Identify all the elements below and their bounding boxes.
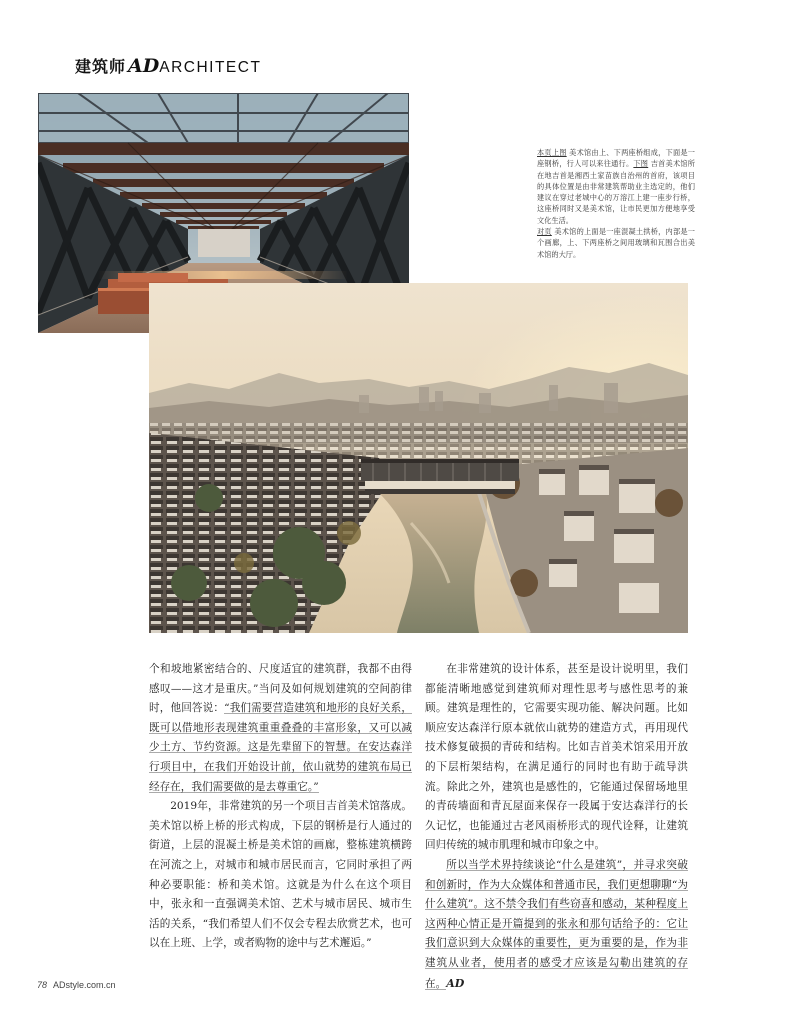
body-column-left [149, 660, 412, 954]
masthead-title-cn: 建筑师 [75, 57, 127, 76]
town-bridge-aerial-photo [149, 283, 688, 633]
body-paragraph [149, 660, 412, 797]
highlighted-text: 所以当学术界持续谈论“什么是建筑”，并寻求突破和创新时，作为大众媒体和普通市民，我们更想聊聊“为什么建筑”。这不禁令我们有些窃喜和感动，某种程度上这两种心情正是开篇提到的张永和那句话给予的：它让我们意识到大众媒体的重要性，更为重要的是，作为非建筑从业者，使用者的感受才应该是勾勒出建筑的存在。 [425, 858, 688, 990]
masthead-title-en: ARCHITECT [159, 59, 262, 76]
ad-logo: AD [128, 55, 160, 77]
caption-label: 下图 [633, 159, 649, 169]
caption-text: 美术馆由上、下两座桥组成，下面是一座钢桥，行人可以来往通行。 [537, 148, 695, 169]
body-column-right [425, 660, 688, 994]
photo-caption [537, 147, 695, 260]
caption-label: 对页 [537, 227, 552, 237]
page-number: 78 [37, 980, 48, 990]
masthead [75, 54, 261, 77]
body-paragraph: 在非常建筑的设计体系，甚至是设计说明里，我们都能清晰地感觉到建筑师对理性思考与感性思考的兼顾。建筑是理性的，它需要实现功能、解决问题。比如顺应安达森洋行原本就依山就势的建造方式，再用现代技术修复破损的青砖和结构。比如吉首美术馆采用开放的下层桁架结构，在满足通行的同时也有助于疏导洪流。除此之外，建筑也是感性的，它能通过保留场地里的青砖墙面和青瓦屋面来保存一段属于安达森洋行的长久记忆，也能通过古老风雨桥形式的现代诠释，让建筑回归传统的城市肌理和城市印象之中。 [425, 663, 688, 852]
body-paragraph: 2019年，非常建筑的另一个项目吉首美术馆落成。美术馆以桥上桥的形式构成，下层的钢桥是行人通过的街道，上层的混凝土桥是美术馆的画廊，整栋建筑横跨在河流之上，对城市和城市居民而言，它同时承担了两种必要职能：桥和美术馆。这就是为什么在这个项目中，张永和一直强调美术馆、艺术与城市居民、城市生活的关系，“我们希望人们不仅会专程去欣赏艺术，也可以在上班、上学，或者购物的途中与艺术邂逅。” [149, 800, 412, 950]
highlighted-quote: “我们需要营造建筑和地形的良好关系，既可以借地形表现建筑重重叠叠的丰富形象，又可以减少土方、节约资源。这是先辈留下的智慧。在安达森洋行项目中，在我们开始设计前，依山就势的建筑布局已经存在，我们需要做的是去尊重它。” [149, 702, 413, 793]
caption-paragraph [537, 147, 695, 226]
footer-website: ADstyle.com.cn [53, 980, 116, 990]
caption-paragraph [537, 226, 695, 260]
caption-text: 美术馆的上面是一座混凝土拱桥，内部是一个画廊，上、下两座桥之间用玻璃和瓦围合出美术馆的大厅。 [537, 227, 695, 259]
page-footer [37, 980, 116, 990]
body-text: 个和坡地紧密结合的、尺度适宜的建筑群，我都不由得感叹——这才是重庆。”当问及如何规划建筑的空间韵律时，他回答说： [149, 663, 412, 715]
caption-label: 本页上图 [537, 148, 567, 157]
caption-text: 吉首美术馆所在地吉首是湘西土家苗族自治州的首府，该项目的具体位置是由非常建筑帮助业主选定的，他们建议在穿过老城中心的万溶江上建一座步行桥，这座桥同时又是美术馆，让市民更加方便地享受文化生活。 [537, 159, 695, 225]
article-end-mark: AD [446, 976, 465, 990]
body-paragraph [425, 856, 688, 994]
